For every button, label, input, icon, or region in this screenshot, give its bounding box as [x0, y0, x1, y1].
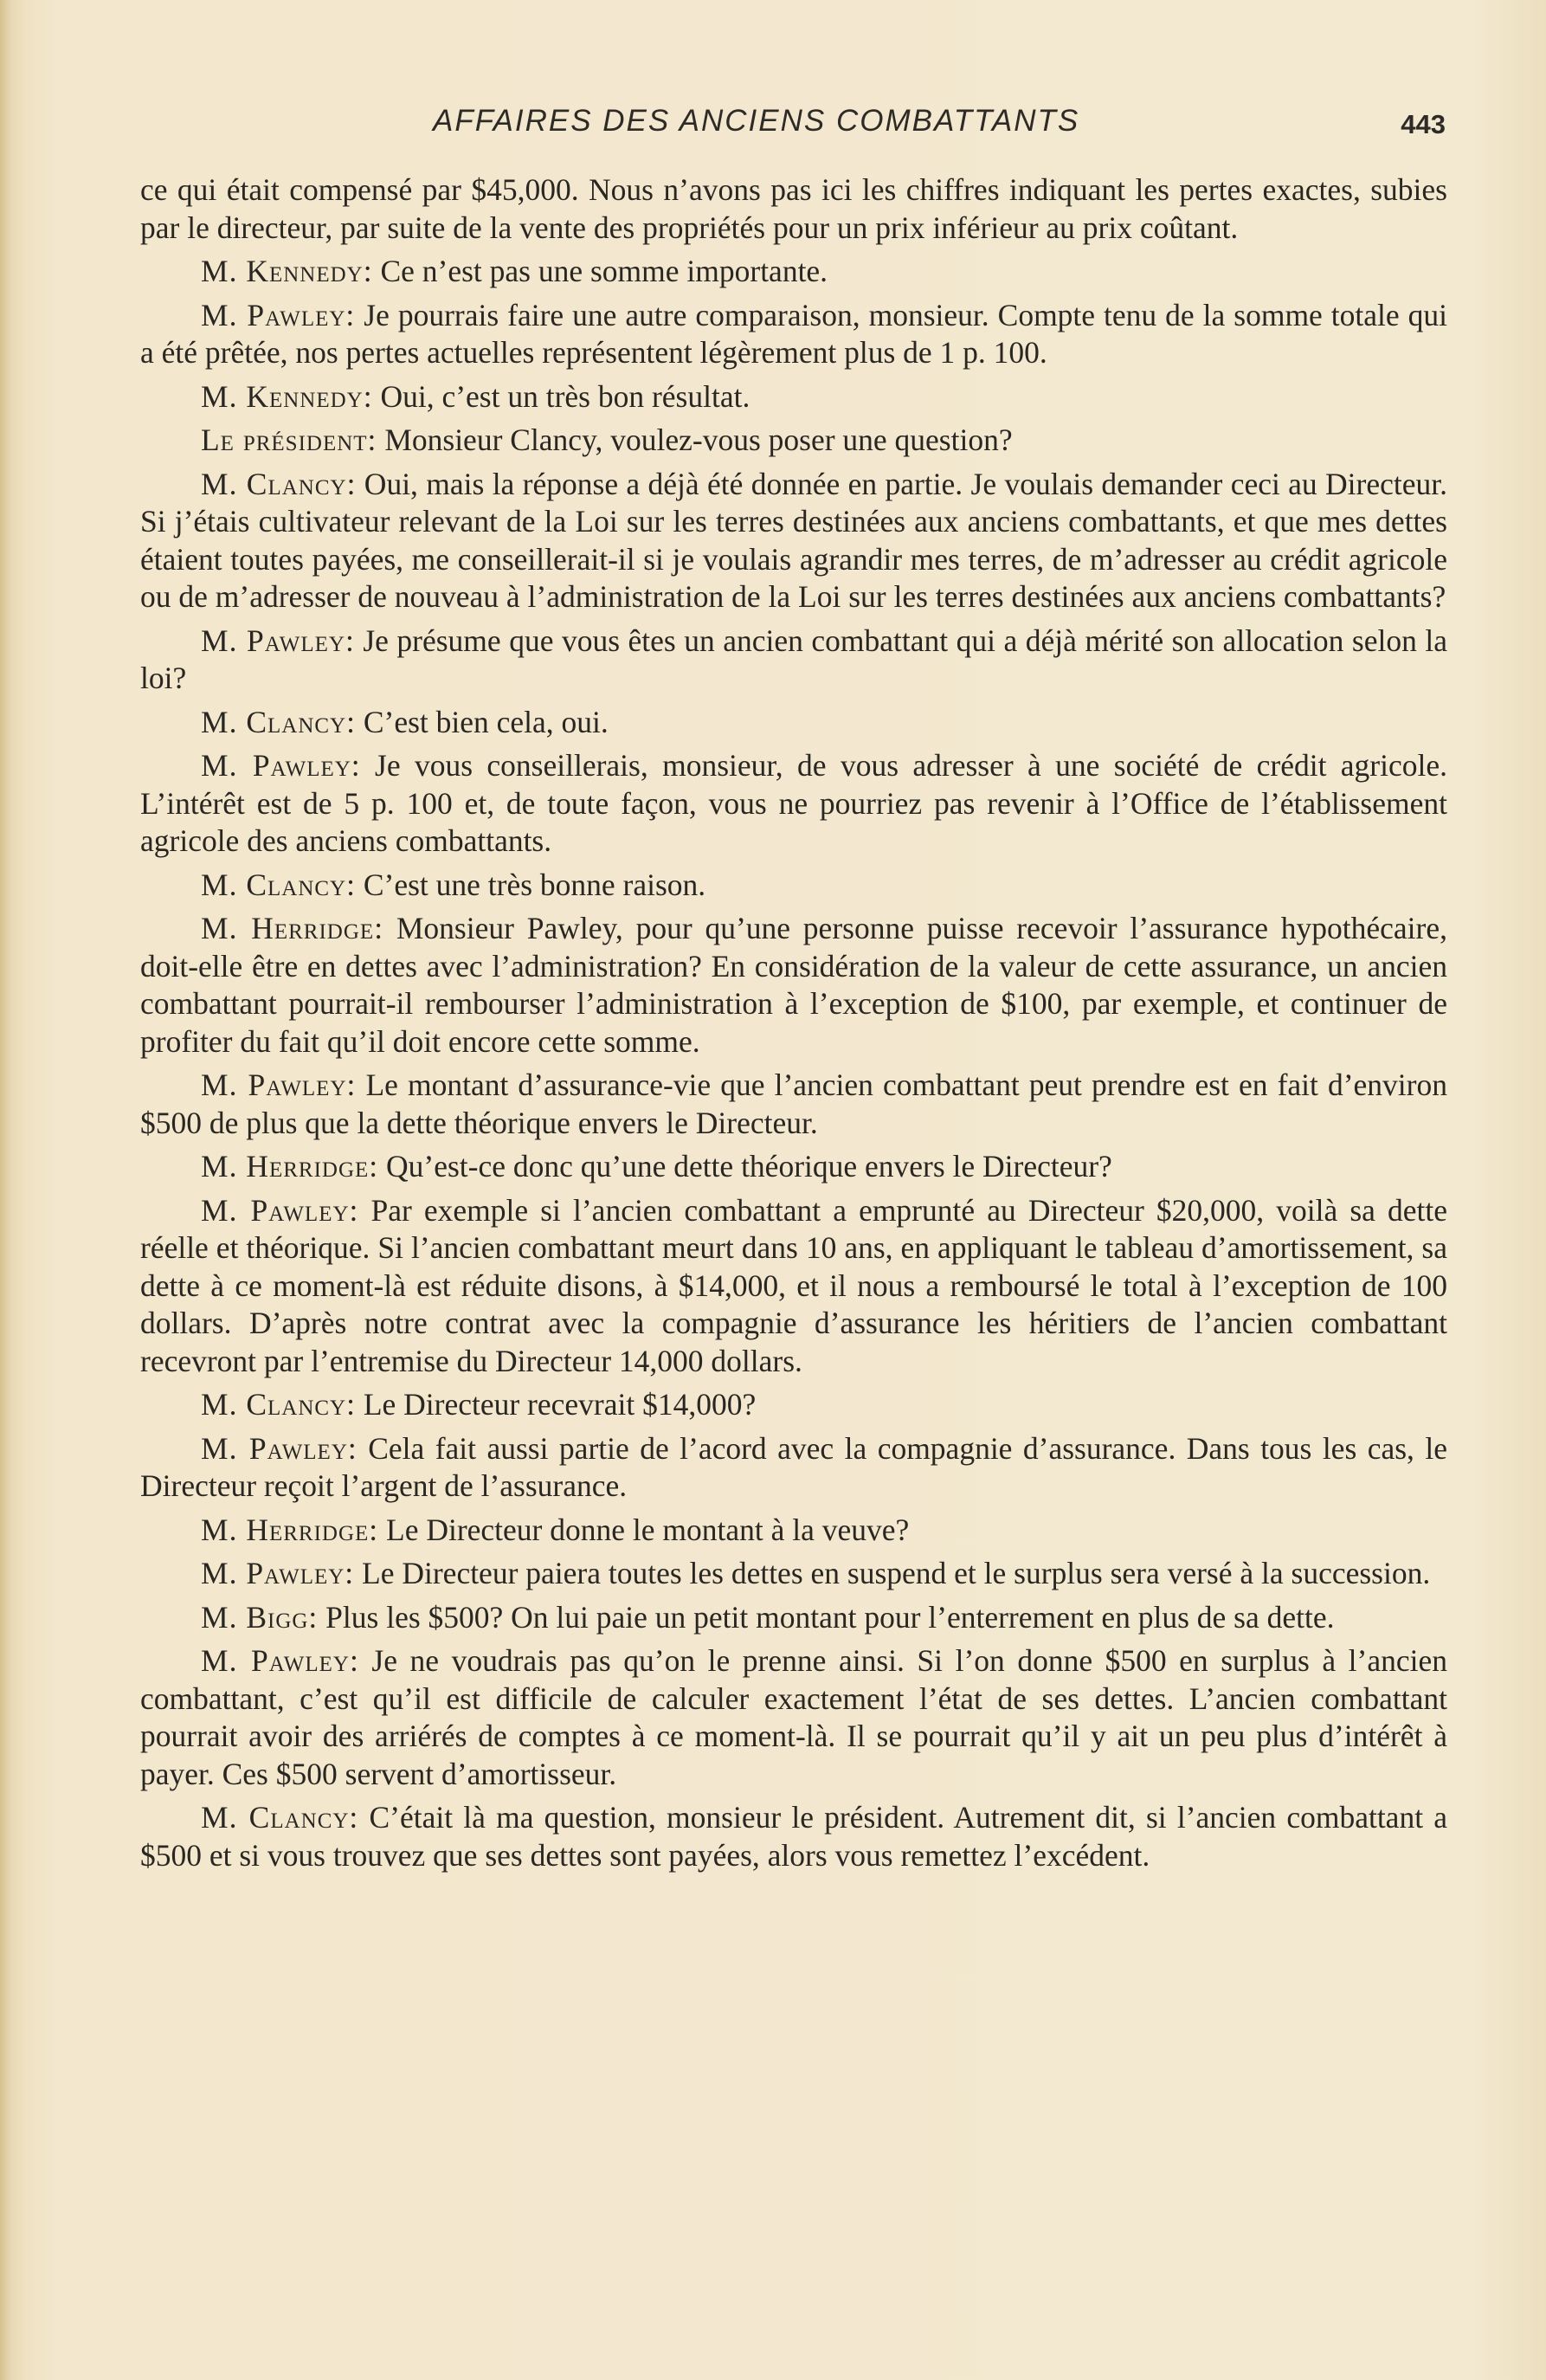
- paragraph-7: [140, 622, 1447, 698]
- speaker-name: M. Clancy:: [201, 466, 357, 501]
- running-title: AFFAIRES DES ANCIENS COMBATTANTS: [433, 104, 1080, 138]
- paragraph-2: [140, 253, 1447, 291]
- paragraph-8: [140, 704, 1447, 742]
- speaker-name: M. Clancy:: [201, 704, 356, 739]
- paragraph-19: [140, 1599, 1447, 1637]
- speaker-name: M. Pawley:: [201, 1192, 359, 1228]
- paragraph-text: Le Directeur recevrait $14,000?: [355, 1387, 757, 1422]
- paragraph-text: C’est une très bonne raison.: [355, 867, 706, 902]
- paragraph-21: [140, 1799, 1447, 1874]
- speaker-name: M. Kennedy:: [201, 254, 373, 288]
- paragraph-text: Ce n’est pas une somme importante.: [372, 254, 828, 288]
- paragraph-text: Le Directeur donne le montant à la veuve?: [378, 1512, 910, 1547]
- paragraph-18: [140, 1555, 1447, 1593]
- paragraph-text: Par exemple si l’ancien combattant a emprunté au Directeur $20,000, voilà sa dette réelle et théorique. Si l’ancien combattant meurt dans 10 ans, en appliquant le tableau d’amortissement, sa dette à ce moment-là est réduite disons, à $14,000, et il nous a remboursé le total à l’exception de 100 dollars. D’après notre contrat avec la compagnie d’assurance les héritiers de l’ancien combattant recevront par l’entremise du Directeur 14,000 dollars.: [140, 1192, 1447, 1378]
- paragraph-16: [140, 1430, 1447, 1506]
- paragraph-1: [140, 171, 1447, 247]
- running-head: [121, 104, 1463, 156]
- paragraph-4: [140, 378, 1447, 416]
- paragraph-text: Oui, mais la réponse a déjà été donnée en partie. Je voulais demander ceci au Directeur. Si j’étais cultivateur relevant de la Loi sur les terres destinées aux anciens combattants, et que mes dettes étaient toutes payées, me conseillerait-il si je voulais agrandir mes terres, de m’adresser au crédit agricole ou de m’adresser de nouveau à l’administration de la Loi sur les terres destinées aux anciens combattants?: [140, 466, 1447, 614]
- paragraph-text: Je présume que vous êtes un ancien combattant qui a déjà mérité son allocation selon la loi?: [140, 622, 1447, 695]
- paragraph-text: Cela fait aussi partie de l’acord avec la compagnie d’assurance. Dans tous les cas, le Directeur reçoit l’argent de l’assurance.: [140, 1430, 1447, 1503]
- speaker-name: M. Pawley:: [201, 297, 356, 332]
- speaker-name: M. Clancy:: [201, 867, 356, 902]
- paragraph-text: Je ne voudrais pas qu’on le prenne ainsi. Si l’on donne $500 en surplus à l’ancien combattant, c’est qu’il est difficile de calculer exactement l’état de ses dettes. L’ancien combattant pourrait avoir des arriérés de comptes à ce moment-là. Il se pourrait qu’il y ait un peu plus d’intérêt à payer. Ces $500 servent d’amortisseur.: [140, 1643, 1447, 1791]
- speaker-name: M. Clancy:: [201, 1800, 359, 1835]
- speaker-name: M. Herridge:: [201, 1512, 379, 1547]
- paragraph-text: Monsieur Pawley, pour qu’une personne puisse recevoir l’assurance hypothécaire, doit-elle être en dettes avec l’administration? En considération de la valeur de cette assurance, un ancien combattant pourrait-il rembourser l’administration à l’exception de $100, par exemple, et continuer de profiter du fait qu’il doit encore cette somme.: [140, 911, 1448, 1059]
- speaker-name: M. Pawley:: [201, 1430, 358, 1466]
- paragraph-12: [140, 1067, 1447, 1142]
- speaker-name: M. Pawley:: [201, 1556, 355, 1590]
- paragraph-text: Le montant d’assurance-vie que l’ancien combattant peut prendre est en fait d’environ $500 de plus que la dette théorique envers le Directeur.: [140, 1067, 1447, 1140]
- binding-edge: [0, 0, 12, 2380]
- paragraph-9: [140, 747, 1447, 861]
- speaker-name: M. Pawley:: [201, 1067, 357, 1102]
- speaker-name: M. Kennedy:: [201, 378, 373, 414]
- speaker-name: M. Herridge:: [201, 911, 384, 945]
- paragraph-13: [140, 1148, 1447, 1186]
- paragraph-text: Plus les $500? On lui paie un petit montant pour l’enterrement en plus de sa dette.: [318, 1599, 1335, 1635]
- body-text: [140, 171, 1447, 1880]
- paragraph-14: [140, 1192, 1447, 1381]
- paragraph-text: Je pourrais faire une autre comparaison, monsieur. Compte tenu de la somme totale qui a été prêtée, nos pertes actuelles représentent légèrement plus de 1 p. 100.: [140, 297, 1448, 370]
- speaker-name: M. Pawley:: [201, 622, 355, 658]
- paragraph-15: [140, 1386, 1447, 1424]
- paragraph-text: ce qui était compensé par $45,000. Nous n’avons pas ici les chiffres indiquant les pertes exactes, subies par le directeur, par suite de la vente des propriétés pour un prix inférieur au prix coûtant.: [140, 172, 1447, 245]
- paragraph-20: [140, 1642, 1447, 1793]
- paragraph-text: C’est bien cela, oui.: [355, 704, 609, 739]
- speaker-name: Le président:: [201, 422, 377, 457]
- paragraph-6: [140, 466, 1447, 616]
- speaker-name: M. Bigg:: [201, 1599, 319, 1635]
- page-number: 443: [1401, 109, 1446, 139]
- speaker-name: M. Clancy:: [201, 1387, 356, 1422]
- paragraph-11: [140, 910, 1447, 1061]
- paragraph-text: C’était là ma question, monsieur le président. Autrement dit, si l’ancien combattant a $500 et si vous trouvez que ses dettes sont payées, alors vous remettez l’excédent.: [140, 1800, 1448, 1873]
- paragraph-text: Oui, c’est un très bon résultat.: [372, 378, 750, 414]
- paragraph-10: [140, 867, 1447, 905]
- paragraph-text: Je vous conseillerais, monsieur, de vous adresser à une société de crédit agricole. L’intérêt est de 5 p. 100 et, de toute façon, vous ne pourriez pas revenir à l’Office de l’établissement agricole des anciens combattants.: [140, 748, 1447, 858]
- speaker-name: M. Herridge:: [201, 1149, 379, 1184]
- paragraph-17: [140, 1512, 1447, 1550]
- paragraph-text: Qu’est-ce donc qu’une dette théorique envers le Directeur?: [378, 1149, 1112, 1184]
- speaker-name: M. Pawley:: [201, 748, 361, 783]
- paragraph-3: [140, 297, 1447, 372]
- paragraph-text: Monsieur Clancy, voulez-vous poser une question?: [377, 422, 1013, 457]
- paragraph-text: Le Directeur paiera toutes les dettes en suspend et le surplus sera versé à la succession.: [354, 1556, 1431, 1590]
- paragraph-5: [140, 422, 1447, 460]
- speaker-name: M. Pawley:: [201, 1643, 359, 1678]
